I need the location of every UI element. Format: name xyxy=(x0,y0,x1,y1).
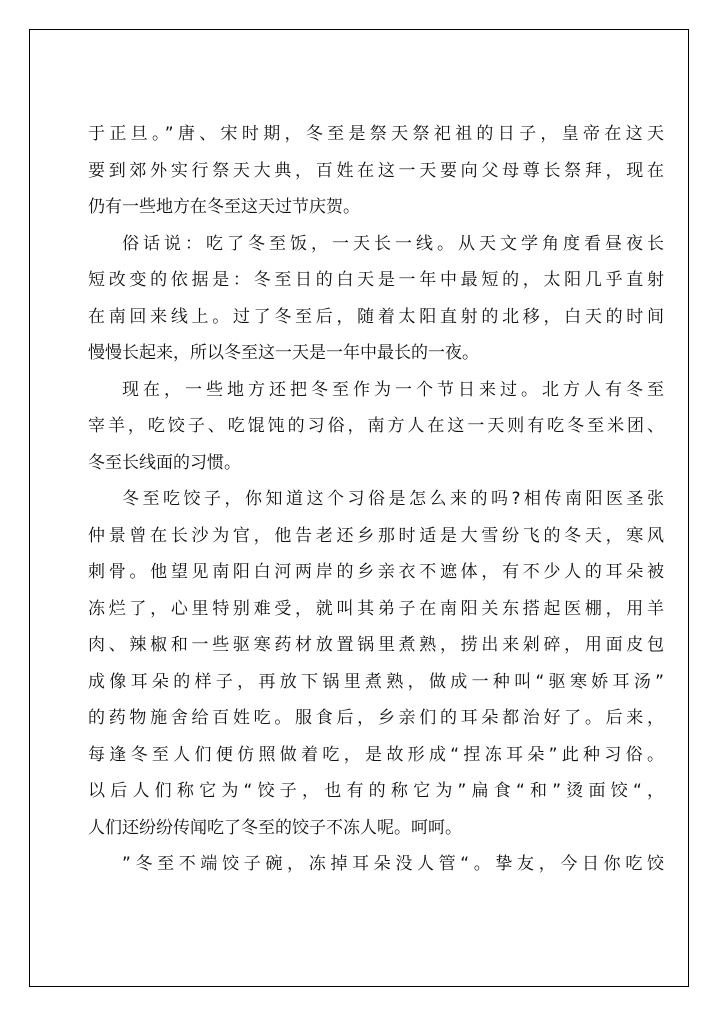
text-line: 每逢冬至人们便仿照做着吃，是故形成“捏冻耳朵”此种习俗。 xyxy=(88,744,664,765)
text-line: 短改变的依据是：冬至日的白天是一年中最短的，太阳几乎直射 xyxy=(88,270,664,290)
document-page xyxy=(29,29,689,987)
text-line: 于正旦。”唐、宋时期，冬至是祭天祭祀祖的日子，皇帝在这天 xyxy=(88,124,664,144)
text-line: 冻烂了，心里特别难受，就叫其弟子在南阳关东搭起医棚，用羊 xyxy=(88,598,664,619)
text-line: ”冬至不端饺子碗，冻掉耳朵没人管“。挚友，今日你吃饺 xyxy=(122,854,664,874)
text-line: 在南回来线上。过了冬至后，随着太阳直射的北移，白天的时间 xyxy=(88,306,664,327)
text-line: 人们还纷纷传闻吃了冬至的饺子不冻人呢。呵呵。 xyxy=(88,817,462,838)
text-line: 冬至长线面的习惯。 xyxy=(88,452,241,473)
text-line: 仲景曾在长沙为官，他告老还乡那时适是大雪纷飞的冬天，寒风 xyxy=(88,525,664,546)
text-line: 俗话说：吃了冬至饭，一天长一线。从天文学角度看昼夜长 xyxy=(122,233,664,254)
text-line: 成像耳朵的样子，再放下锅里煮熟，做成一种叫“驱寒娇耳汤” xyxy=(88,671,664,692)
document-body xyxy=(88,116,664,883)
text-line: 仍有一些地方在冬至这天过节庆贺。 xyxy=(88,197,360,217)
text-line: 肉、辣椒和一些驱寒药材放置锅里煮熟，捞出来剁碎，用面皮包 xyxy=(88,635,664,655)
text-line: 以后人们称它为“饺子，也有的称它为”扁食“和”烫面饺“， xyxy=(88,781,664,801)
text-line: 宰羊，吃饺子、吃馄饨的习俗，南方人在这一天则有吃冬至米团、 xyxy=(88,416,664,436)
text-line: 慢慢长起来，所以冬至这一天是一年中最长的一夜。 xyxy=(88,343,479,363)
text-line: 的药物施舍给百姓吃。服食后，乡亲们的耳朵都治好了。后来， xyxy=(88,708,664,728)
text-line: 刺骨。他望见南阳白河两岸的乡亲衣不遮体，有不少人的耳朵被 xyxy=(88,562,664,582)
text-line: 现在，一些地方还把冬至作为一个节日来过。北方人有冬至 xyxy=(122,379,664,400)
text-line: 要到郊外实行祭天大典，百姓在这一天要向父母尊长祭拜，现在 xyxy=(88,160,664,181)
text-line: 冬至吃饺子，你知道这个习俗是怎么来的吗?相传南阳医圣张 xyxy=(122,489,664,509)
